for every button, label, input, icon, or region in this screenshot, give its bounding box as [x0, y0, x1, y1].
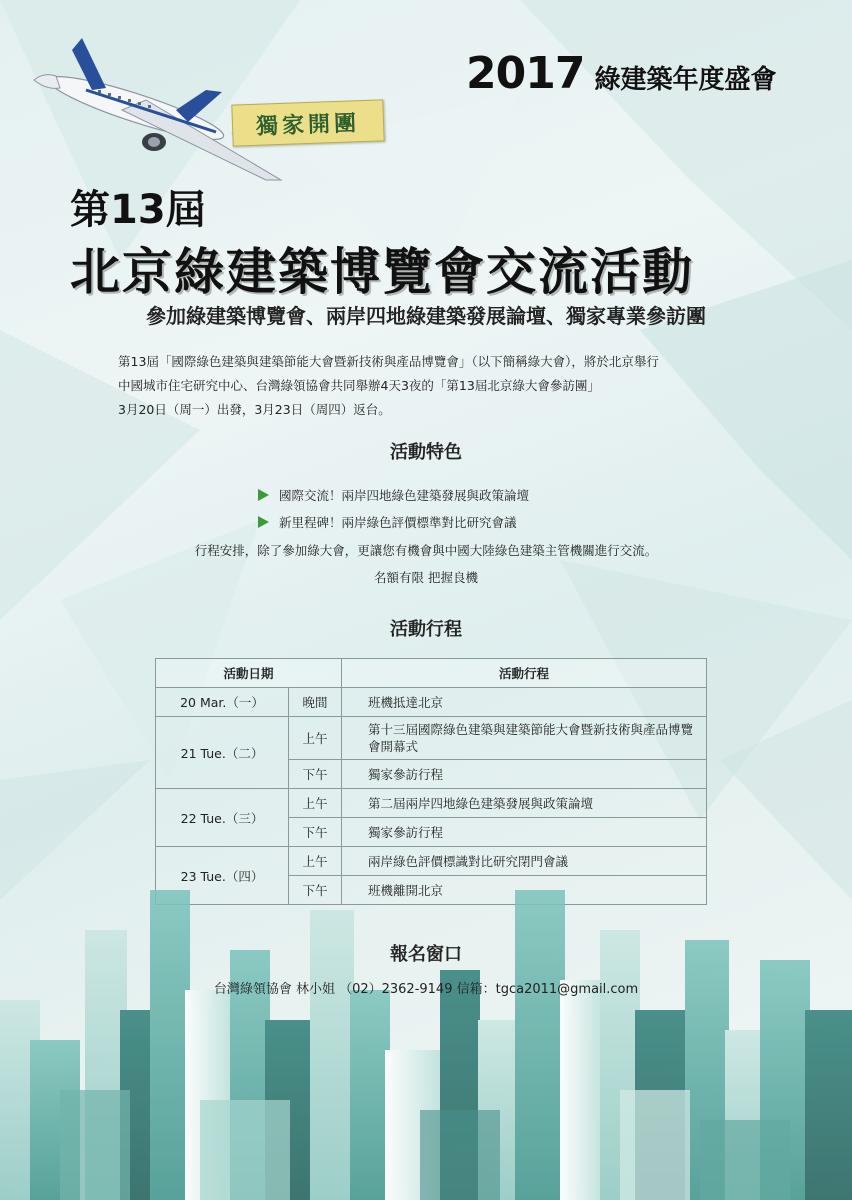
event-name: 綠建築年度盛會 — [594, 65, 777, 95]
schedule-activity: 獨家參訪行程 — [342, 760, 707, 789]
schedule-activity: 獨家參訪行程 — [342, 818, 707, 847]
intro-paragraph — [118, 350, 758, 422]
schedule-date: 22 Tue.（三） — [156, 789, 289, 847]
schedule-slot: 下午 — [289, 760, 342, 789]
schedule-heading: 活動行程 — [390, 619, 462, 640]
triangle-bullet-icon — [258, 489, 269, 501]
feature-item — [258, 513, 517, 531]
intro-line: 第13屆「國際綠色建築與建築節能大會暨新技術與產品博覽會」（以下簡稱綠大會），將於北京舉行 — [118, 354, 659, 369]
main-title: 北京綠建築博覽會交流活動 — [70, 242, 694, 301]
exclusive-tour-banner — [231, 99, 384, 146]
intro-line: 3月20日（周一）出發，3月23日（周四）返台。 — [118, 402, 391, 417]
intro-line: 中國城市住宅研究中心、台灣綠領協會共同舉辦4天3夜的「第13屆北京綠大會參訪團」 — [118, 378, 600, 393]
schedule-date: 23 Tue.（四） — [156, 847, 289, 905]
contact-heading: 報名窗口 — [390, 944, 462, 965]
banner-label: 獨家開團 — [255, 110, 361, 140]
edition-label: 第13屆 — [70, 187, 206, 233]
schedule-slot: 下午 — [289, 876, 342, 905]
column-header-activity: 活動行程 — [342, 659, 707, 688]
table-row — [156, 688, 707, 717]
schedule-slot: 上午 — [289, 717, 342, 760]
header-year-line — [466, 48, 776, 99]
schedule-slot: 下午 — [289, 818, 342, 847]
schedule-slot: 晚間 — [289, 688, 342, 717]
schedule-slot: 上午 — [289, 789, 342, 818]
schedule-activity: 第二屆兩岸四地綠色建築發展與政策論壇 — [342, 789, 707, 818]
schedule-date: 20 Mar.（一） — [156, 688, 289, 717]
schedule-activity: 班機離開北京 — [342, 876, 707, 905]
year-number: 2017 — [466, 48, 585, 99]
column-header-date: 活動日期 — [156, 659, 342, 688]
schedule-date: 21 Tue.（二） — [156, 717, 289, 789]
features-note: 行程安排，除了參加綠大會，更讓您有機會與中國大陸綠色建築主管機關進行交流。 — [194, 543, 658, 558]
table-row — [156, 717, 707, 760]
schedule-activity: 班機抵達北京 — [342, 688, 707, 717]
feature-text: 國際交流！兩岸四地綠色建築發展與政策論壇 — [279, 488, 530, 503]
table-header-row — [156, 659, 707, 688]
limited-seats-note: 名額有限 把握良機 — [374, 570, 478, 585]
schedule-activity: 第十三屆國際綠色建築與建築節能大會暨新技術與產品博覽會開幕式 — [342, 717, 707, 760]
contact-info: 台灣綠領協會 林小姐 （02）2362-9149 信箱：tgca2011@gmail.com — [213, 982, 639, 997]
triangle-bullet-icon — [258, 516, 269, 528]
schedule-activity: 兩岸綠色評價標識對比研究閉門會議 — [342, 847, 707, 876]
city-skyline-illustration — [0, 870, 852, 1200]
subtitle: 參加綠建築博覽會、兩岸四地綠建築發展論壇、獨家專業參訪團 — [146, 304, 706, 328]
feature-item — [258, 486, 529, 504]
features-heading: 活動特色 — [390, 442, 462, 463]
schedule-slot: 上午 — [289, 847, 342, 876]
feature-text: 新里程碑！兩岸綠色評價標準對比研究會議 — [279, 515, 517, 530]
schedule-table — [155, 658, 707, 905]
table-row — [156, 789, 707, 818]
